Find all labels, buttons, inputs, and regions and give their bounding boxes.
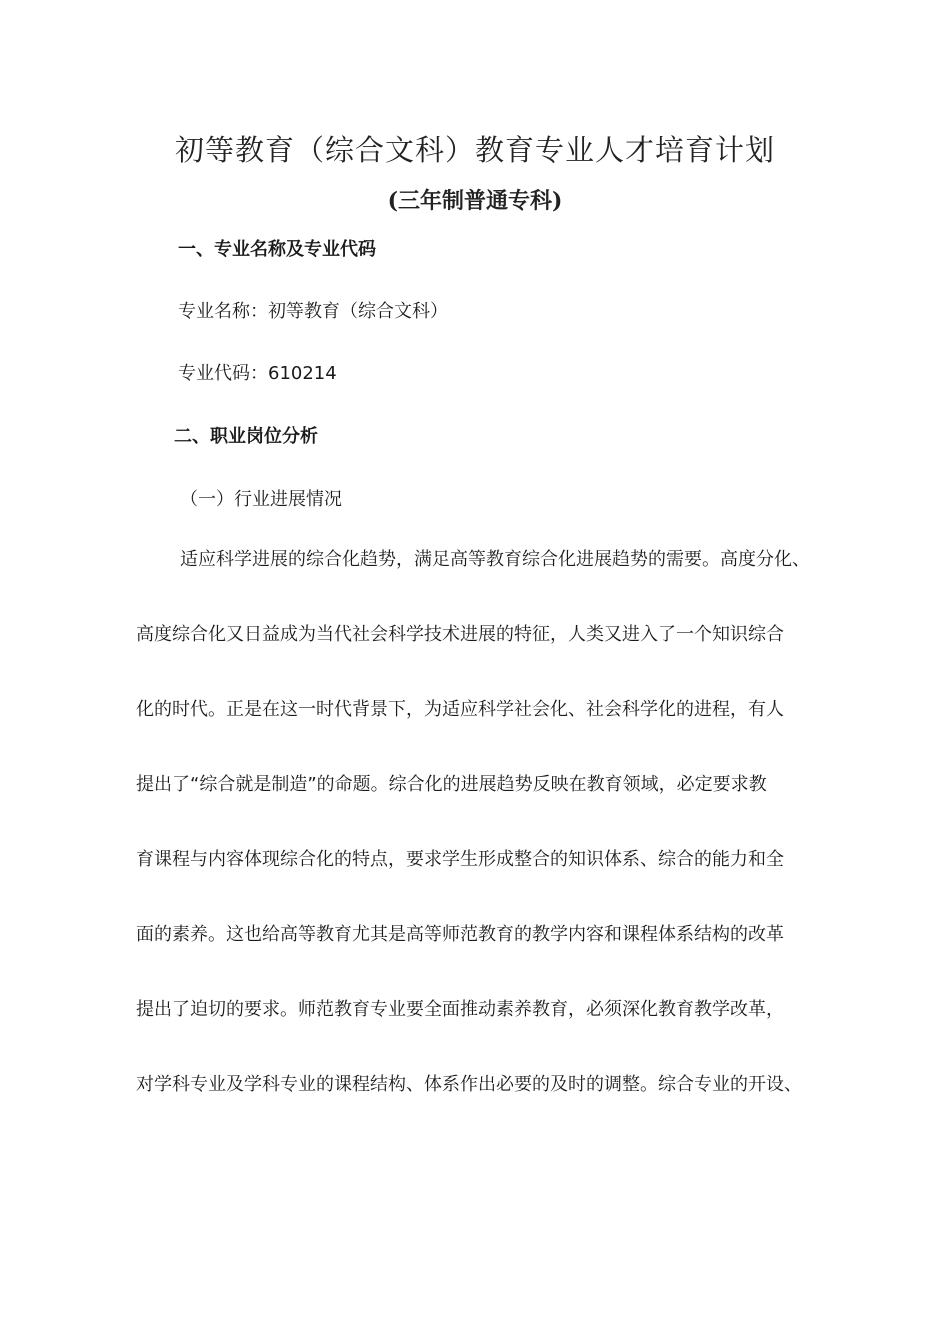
subsection-heading-1: （一）行业进展情况 — [180, 489, 342, 510]
major-code-line: 专业代码：610214 — [178, 363, 337, 384]
section-heading-2: 二、职业岗位分析 — [174, 426, 318, 447]
paragraph-line: 对学科专业及学科专业的课程结构、体系作出必要的及时的调整。综合专业的开设、 — [136, 1074, 802, 1095]
paragraph-line: 适应科学进展的综合化趋势，满足高等教育综合化进展趋势的需要。高度分化、 — [180, 549, 810, 570]
paragraph-line: 面的素养。这也给高等教育尤其是高等师范教育的教学内容和课程体系结构的改革 — [136, 924, 784, 945]
section-heading-1: 一、专业名称及专业代码 — [178, 239, 376, 260]
document-subtitle: (三年制普通专科) — [387, 188, 563, 214]
paragraph-line: 育课程与内容体现综合化的特点，要求学生形成整合的知识体系、综合的能力和全 — [136, 849, 784, 870]
body-paragraph — [136, 545, 836, 1145]
paragraph-line: 化的时代。正是在这一时代背景下，为适应科学社会化、社会科学化的进程，有人 — [136, 699, 784, 720]
paragraph-line: 提出了“综合就是制造”的命题。综合化的进展趋势反映在教育领域，必定要求教 — [136, 774, 767, 795]
paragraph-line: 高度综合化又日益成为当代社会科学技术进展的特征，人类又进入了一个知识综合 — [136, 624, 784, 645]
paragraph-line: 提出了迫切的要求。师范教育专业要全面推动素养教育，必须深化教育教学改革， — [136, 999, 784, 1020]
document-title: 初等教育（综合文科）教育专业人才培育计划 — [174, 133, 775, 167]
major-name-line: 专业名称：初等教育（综合文科） — [178, 301, 448, 322]
